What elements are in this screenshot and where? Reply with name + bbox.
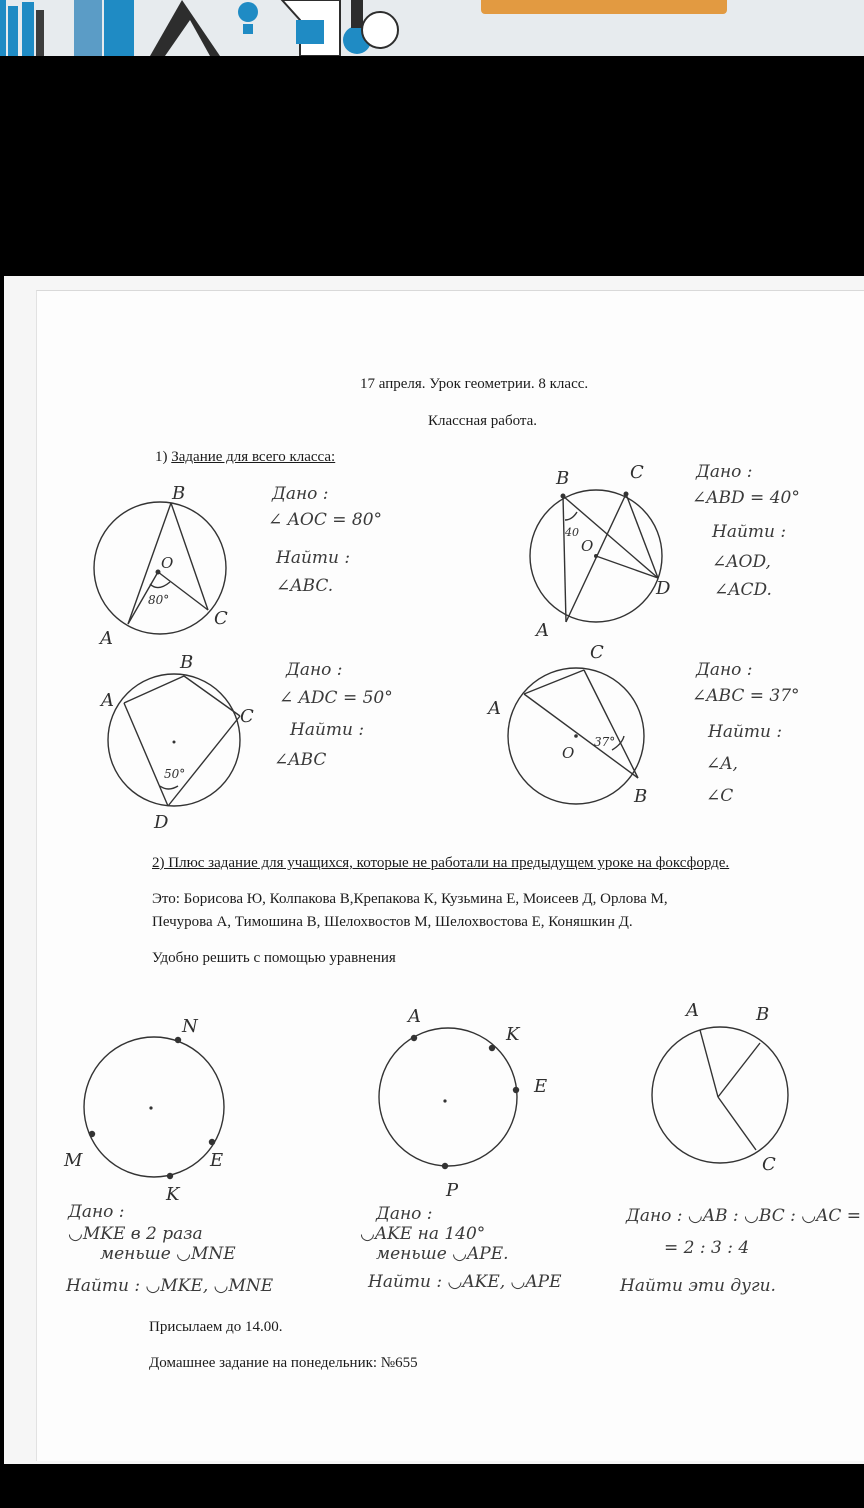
t2p1-find: Найти : ◡MKE, ◡MNE — [66, 1276, 274, 1296]
p2-radius-od — [596, 556, 658, 578]
p4-find-label: Найти : — [708, 722, 783, 742]
t2p3-given-1: Дано : ◡AB : ◡BC : ◡AC = — [626, 1206, 862, 1226]
p3-chord-cd — [168, 716, 240, 806]
t2p1-given-1: ◡MKE в 2 раза — [68, 1224, 203, 1244]
t2p3-find: Найти эти дуги. — [620, 1276, 776, 1296]
t2p2-point-k — [489, 1045, 495, 1051]
p3-angle-mark: 50° — [164, 767, 186, 781]
task1-number: 1) — [155, 449, 168, 465]
t2p2-given-1: ◡AKE на 140° — [360, 1224, 486, 1244]
p1-label-c: C — [214, 608, 228, 629]
t2p1-label-k: K — [166, 1184, 180, 1205]
p3-chord-bc — [184, 676, 240, 716]
p1-label-b: B — [172, 483, 186, 504]
p3-label-a: A — [101, 690, 114, 711]
p2-given-label: Дано : — [696, 462, 753, 482]
t2p2-circle — [379, 1028, 517, 1166]
t2p1-center-dot — [149, 1106, 152, 1109]
p3-label-c: C — [240, 706, 254, 727]
t2p1-point-e — [209, 1139, 215, 1145]
p2-given: ∠ABD = 40° — [692, 488, 800, 508]
t2p3-label-a: A — [686, 1000, 699, 1021]
p2-chord-ba — [563, 496, 566, 622]
t2p2-label-a: A — [408, 1006, 421, 1027]
homework-text: Домашнее задание на понедельник: №655 — [149, 1355, 418, 1371]
t2p1-point-n — [175, 1037, 181, 1043]
p4-label-c: C — [590, 642, 604, 663]
p2-center-dot — [594, 554, 598, 558]
t2p3-label-b: B — [756, 1004, 770, 1025]
t2p1-given-2: меньше ◡MNE — [100, 1244, 236, 1264]
p2-label-d: D — [656, 578, 671, 599]
p1-find: ∠ABC. — [276, 576, 334, 596]
p3-find-label: Найти : — [290, 720, 365, 740]
p1-circle — [94, 502, 226, 634]
p2-find-label: Найти : — [712, 522, 787, 542]
p1-label-o: O — [161, 554, 174, 572]
t2p3-label-c: C — [762, 1154, 776, 1175]
p2-label-c: C — [630, 462, 644, 483]
t2p1-label-m: M — [64, 1150, 83, 1171]
t2p2-label-e: E — [534, 1076, 548, 1097]
p3-label-d: D — [154, 812, 169, 833]
p4-center-dot — [574, 734, 578, 738]
t2p1-circle — [84, 1037, 224, 1177]
t2p1-label-e: E — [210, 1150, 224, 1171]
p2-chord-cd — [626, 494, 658, 578]
bottom-black-area — [0, 1464, 864, 1508]
page-subtitle: Классная работа. — [428, 413, 538, 429]
p2-point-b — [561, 494, 566, 499]
p2-label-b: B — [556, 468, 570, 489]
p1-angle-mark: 80° — [148, 593, 170, 607]
p2-angle-arc — [565, 512, 577, 520]
t2p3-radius-c — [718, 1097, 756, 1150]
p4-find-1: ∠A, — [706, 754, 738, 774]
p1-center-dot — [156, 570, 161, 575]
t2p2-center-dot — [443, 1099, 446, 1102]
p4-angle-mark: 37° — [594, 735, 616, 749]
p2-label-a: A — [536, 620, 549, 641]
p4-chord-ac — [524, 670, 584, 694]
equation-hint: Удобно решить с помощью уравнения — [152, 950, 396, 966]
p1-chord-bc — [171, 503, 208, 610]
p4-chord-cb — [584, 670, 638, 778]
task1-heading: Задание для всего класса: — [171, 449, 336, 465]
p4-label-a: A — [488, 698, 501, 719]
p4-diameter-ab — [524, 694, 638, 778]
t2p3-given-2: = 2 : 3 : 4 — [664, 1238, 750, 1258]
p3-find: ∠ABC — [274, 750, 327, 770]
t2p3-radius-b — [718, 1043, 760, 1097]
t2p2-given-2: меньше ◡APE. — [376, 1244, 509, 1264]
p1-find-label: Найти : — [276, 548, 351, 568]
p4-find-2: ∠C — [706, 786, 734, 806]
p4-label-o: O — [562, 744, 575, 762]
p1-given: ∠ AOC = 80° — [268, 510, 383, 530]
t2p1-given-label: Дано : — [68, 1202, 125, 1222]
students-line-1: Это: Борисова Ю, Колпакова В,Крепакова К, Кузьмина Е, Моисеев Д, Орлова М, — [152, 891, 668, 907]
p3-center-dot — [173, 741, 176, 744]
t2p1-point-k — [167, 1173, 173, 1179]
p1-given-label: Дано : — [272, 484, 329, 504]
p2-point-c — [624, 492, 629, 497]
page-title: 17 апреля. Урок геометрии. 8 класс. — [360, 376, 589, 392]
students-line-2: Печурова А, Тимошина В, Шелохвостов М, Шелохвостова Е, Коняшкин Д. — [152, 914, 633, 930]
t2p2-given-label: Дано : — [376, 1204, 433, 1224]
t2p2-point-e — [513, 1087, 519, 1093]
p3-chord-ab — [124, 676, 184, 703]
t2p2-label-k: K — [506, 1024, 520, 1045]
t2p3-radius-a — [700, 1030, 718, 1097]
t2p1-label-n: N — [182, 1016, 198, 1037]
p3-given-label: Дано : — [286, 660, 343, 680]
t2p2-find: Найти : ◡AKE, ◡APE — [368, 1272, 562, 1292]
p4-given-label: Дано : — [696, 660, 753, 680]
p2-angle-mark: 40 — [565, 526, 579, 539]
t2p2-point-p — [442, 1163, 448, 1169]
p3-label-b: B — [180, 652, 194, 673]
t2p2-point-a — [411, 1035, 417, 1041]
p4-label-b: B — [634, 786, 648, 807]
deadline-text: Присылаем до 14.00. — [149, 1319, 283, 1335]
p2-find-1: ∠AOD, — [712, 552, 771, 572]
p2-find-2: ∠ACD. — [714, 580, 772, 600]
t2p2-label-p: P — [446, 1180, 459, 1201]
p1-label-a: A — [100, 628, 113, 649]
p3-angle-arc — [160, 786, 178, 789]
p4-given: ∠ABC = 37° — [692, 686, 800, 706]
p1-angle-arc — [150, 582, 170, 588]
task2-heading: 2) Плюс задание для учащихся, которые не работали на предыдущем уроке на фоксфорде. — [152, 855, 730, 871]
p2-label-o: O — [581, 537, 594, 555]
p3-given: ∠ ADC = 50° — [279, 688, 393, 708]
t2p1-point-m — [89, 1131, 95, 1137]
